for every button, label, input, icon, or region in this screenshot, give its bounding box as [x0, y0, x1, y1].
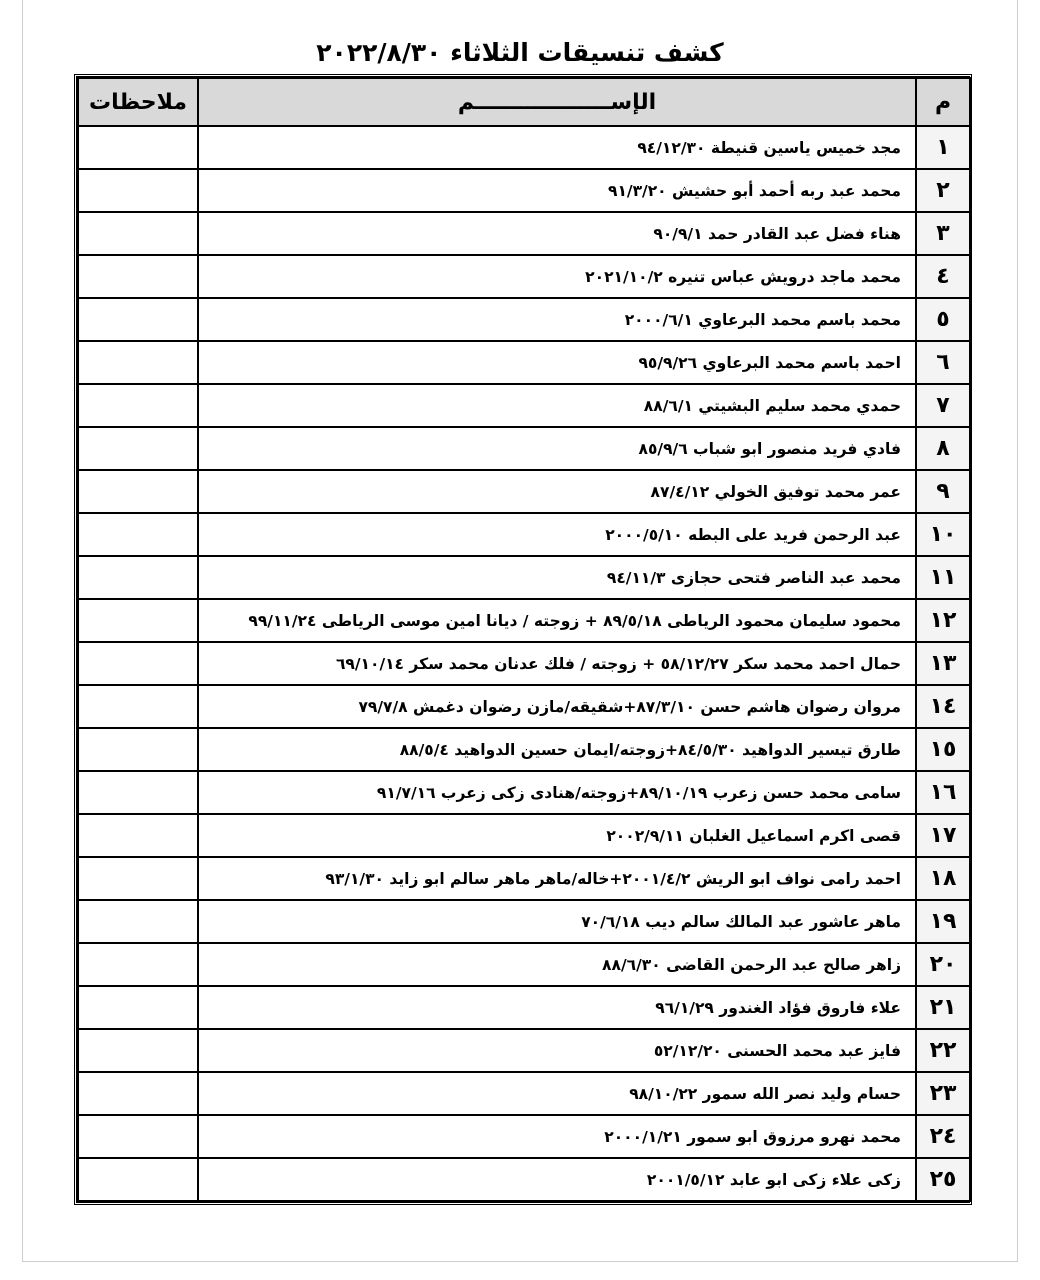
row-notes: [78, 384, 198, 427]
table-row: [78, 427, 970, 470]
row-number: ٢٢: [916, 1029, 970, 1072]
row-name: زاهر صالح عبد الرحمن القاضى ٨٨/٦/٣٠: [198, 943, 916, 986]
table-row: [78, 685, 970, 728]
row-number: ٢١: [916, 986, 970, 1029]
row-number: ٤: [916, 255, 970, 298]
row-number: ٨: [916, 427, 970, 470]
table-row: [78, 169, 970, 212]
row-number: ٩: [916, 470, 970, 513]
row-notes: [78, 255, 198, 298]
row-notes: [78, 599, 198, 642]
table-row: [78, 857, 970, 900]
table-row: [78, 556, 970, 599]
table-row: [78, 255, 970, 298]
row-notes: [78, 341, 198, 384]
row-notes: [78, 126, 198, 169]
table-row: [78, 384, 970, 427]
row-notes: [78, 298, 198, 341]
row-notes: [78, 470, 198, 513]
row-number: ٢٤: [916, 1115, 970, 1158]
row-name: فايز عبد محمد الحسنى ٥٢/١٢/٢٠: [198, 1029, 916, 1072]
table-row: [78, 298, 970, 341]
row-notes: [78, 685, 198, 728]
row-notes: [78, 728, 198, 771]
table-row: [78, 1158, 970, 1201]
row-name: هناء فضل عبد القادر حمد ٩٠/٩/١: [198, 212, 916, 255]
row-number: ٢٠: [916, 943, 970, 986]
row-notes: [78, 943, 198, 986]
row-notes: [78, 814, 198, 857]
row-notes: [78, 212, 198, 255]
row-name: احمد باسم محمد البرعاوي ٩٥/٩/٢٦: [198, 341, 916, 384]
table-row: [78, 1115, 970, 1158]
row-notes: [78, 986, 198, 1029]
row-number: ١٨: [916, 857, 970, 900]
row-notes: [78, 513, 198, 556]
header-number: م: [916, 78, 970, 126]
row-name: طارق تيسير الدواهيد ٨٤/٥/٣٠+زوجته/ايمان حسين الدواهيد ٨٨/٥/٤: [198, 728, 916, 771]
table-row: [78, 728, 970, 771]
row-number: ١٤: [916, 685, 970, 728]
row-notes: [78, 642, 198, 685]
row-number: ٢٥: [916, 1158, 970, 1201]
row-notes: [78, 1115, 198, 1158]
row-name: محمد ماجد درويش عباس تنيره ٢٠٢١/١٠/٢: [198, 255, 916, 298]
header-name: الإســــــــــــــــــم: [198, 78, 916, 126]
table-row: [78, 212, 970, 255]
row-number: ١٧: [916, 814, 970, 857]
row-name: محمد نهرو مرزوق ابو سمور ٢٠٠٠/١/٢١: [198, 1115, 916, 1158]
row-number: ١: [916, 126, 970, 169]
row-name: حمال احمد محمد سكر ٥٨/١٢/٢٧ + زوجته / فلك عدنان محمد سكر ٦٩/١٠/١٤: [198, 642, 916, 685]
row-number: ١٥: [916, 728, 970, 771]
row-name: حمدي محمد سليم البشيتي ٨٨/٦/١: [198, 384, 916, 427]
row-notes: [78, 1072, 198, 1115]
page-title: كشف تنسيقات الثلاثاء ٢٠٢٢/٨/٣٠: [316, 38, 724, 67]
table-row: [78, 341, 970, 384]
table-row: [78, 642, 970, 685]
header-notes: ملاحظات: [78, 78, 198, 126]
row-name: مجد خميس ياسين قنيطة ٩٤/١٢/٣٠: [198, 126, 916, 169]
row-name: محمد باسم محمد البرعاوي ٢٠٠٠/٦/١: [198, 298, 916, 341]
table-row: [78, 986, 970, 1029]
row-number: ١٠: [916, 513, 970, 556]
row-notes: [78, 169, 198, 212]
table-row: [78, 771, 970, 814]
row-number: ١٩: [916, 900, 970, 943]
row-number: ٥: [916, 298, 970, 341]
row-notes: [78, 900, 198, 943]
row-number: ١٣: [916, 642, 970, 685]
row-name: مروان رضوان هاشم حسن ٨٧/٣/١٠+شقيقه/مازن رضوان دغمش ٧٩/٧/٨: [198, 685, 916, 728]
table-row: [78, 1029, 970, 1072]
row-name: ماهر عاشور عبد المالك سالم ديب ٧٠/٦/١٨: [198, 900, 916, 943]
row-name: محمد عبد ربه أحمد أبو حشيش ٩١/٣/٢٠: [198, 169, 916, 212]
table-row: [78, 1072, 970, 1115]
table-row: [78, 814, 970, 857]
row-notes: [78, 771, 198, 814]
row-name: عبد الرحمن فريد على البطه ٢٠٠٠/٥/١٠: [198, 513, 916, 556]
row-notes: [78, 1029, 198, 1072]
row-number: ١١: [916, 556, 970, 599]
row-number: ١٦: [916, 771, 970, 814]
names-table-frame: [74, 74, 972, 1205]
row-name: حسام وليد نصر الله سمور ٩٨/١٠/٢٢: [198, 1072, 916, 1115]
row-name: سامى محمد حسن زعرب ٨٩/١٠/١٩+زوجته/هنادى زكى زعرب ٩١/٧/١٦: [198, 771, 916, 814]
row-name: عمر محمد توفيق الخولي ٨٧/٤/١٢: [198, 470, 916, 513]
row-number: ٢٣: [916, 1072, 970, 1115]
table-body: [78, 126, 970, 1201]
table-row: [78, 470, 970, 513]
row-name: قصى اكرم اسماعيل الغلبان ٢٠٠٢/٩/١١: [198, 814, 916, 857]
table-row: [78, 900, 970, 943]
row-notes: [78, 857, 198, 900]
row-name: محمود سليمان محمود الرياطى ٨٩/٥/١٨ + زوجته / ديانا امين موسى الرياطى ٩٩/١١/٢٤: [198, 599, 916, 642]
row-number: ٧: [916, 384, 970, 427]
row-notes: [78, 427, 198, 470]
table-row: [78, 126, 970, 169]
row-number: ٣: [916, 212, 970, 255]
row-name: محمد عبد الناصر فتحى حجازى ٩٤/١١/٣: [198, 556, 916, 599]
table-row: [78, 599, 970, 642]
table-row: [78, 513, 970, 556]
row-number: ٢: [916, 169, 970, 212]
row-number: ١٢: [916, 599, 970, 642]
row-name: احمد رامى نواف ابو الريش ٢٠٠١/٤/٢+خاله/ماهر ماهر سالم ابو زايد ٩٣/١/٣٠: [198, 857, 916, 900]
row-name: فادي فريد منصور ابو شباب ٨٥/٩/٦: [198, 427, 916, 470]
table-row: [78, 943, 970, 986]
names-table: [77, 77, 971, 1202]
row-notes: [78, 556, 198, 599]
row-name: زكى علاء زكى ابو عابد ٢٠٠١/٥/١٢: [198, 1158, 916, 1201]
row-number: ٦: [916, 341, 970, 384]
row-name: علاء فاروق فؤاد الغندور ٩٦/١/٢٩: [198, 986, 916, 1029]
row-notes: [78, 1158, 198, 1201]
table-header-row: [78, 78, 970, 126]
